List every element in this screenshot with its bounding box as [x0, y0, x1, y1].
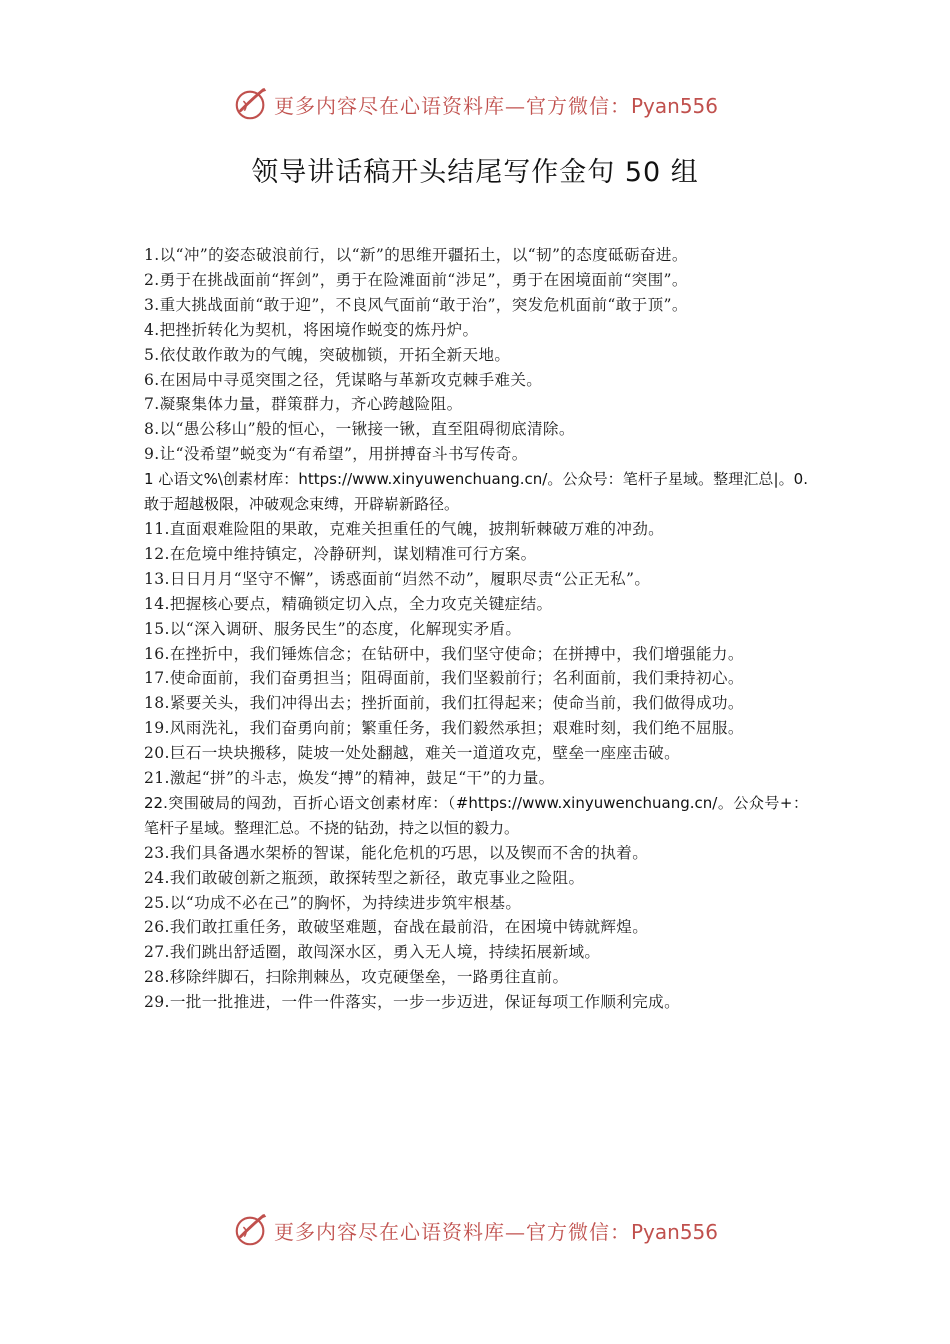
- list-item: 12.在危境中维持镇定，冷静研判，谋划精准可行方案。: [144, 544, 537, 563]
- list-item: 19.风雨洗礼，我们奋勇向前；繁重任务，我们毅然承担；艰难时刻，我们绝不屈服。: [144, 719, 744, 738]
- list-item: 24.我们敢破创新之瓶颈，敢探转型之新径，敢克事业之险阻。: [144, 868, 585, 887]
- list-item: 3.重大挑战面前“敢于迎”，不良风气面前“敢于治”，突发危机面前“敢于顶”。: [144, 295, 688, 314]
- list-item: 21.激起“拼”的斗志，焕发“搏”的精神，鼓足“干”的力量。: [144, 769, 555, 788]
- list-item: 7.凝聚集体力量，群策群力，齐心跨越险阻。: [144, 395, 463, 414]
- header-wechat-id: Pyan556: [630, 93, 718, 118]
- list-item: 25.以“功成不必在己”的胸怀，为持续进步筑牢根基。: [144, 893, 522, 912]
- list-item: 20.巨石一块块搬移，陡坡一处处翻越，难关一道道攻克，壁垒一座座击破。: [144, 744, 681, 763]
- list-item: 15.以“深入调研、服务民生”的态度，化解现实矛盾。: [144, 619, 522, 638]
- list-item: 17.使命面前，我们奋勇担当；阻碍面前，我们坚毅前行；名利面前，我们秉持初心。: [144, 669, 744, 688]
- list-item: 29.一批一批推进，一件一件落实，一步一步迈进，保证每项工作顺利完成。: [144, 993, 681, 1012]
- list-item: 1.以“冲”的姿态破浪前行，以“新”的思维开疆拓土，以“韧”的态度砥砺奋进。: [144, 246, 688, 264]
- list-item: 16.在挫折中，我们锤炼信念；在钻研中，我们坚守使命；在拼搏中，我们增强能力。: [144, 644, 744, 663]
- list-item-watermark: 1 心语文%\创素材库：https://www.xinyuwenchuang.cn/。公众号：笔杆子星域。整理汇总|。0.敢于超越极限，冲破观念束缚，开辟崭新路径。: [144, 470, 808, 514]
- footer-banner-text: 更多内容尽在心语资料库—官方微信：Pyan556: [273, 1219, 718, 1244]
- list-item: 4.把挫折转化为契机，将困境作蜕变的炼丹炉。: [144, 320, 479, 339]
- list-item: 13.日日月月“坚守不懈”，诱惑面前“岿然不动”，履职尽责“公正无私”。: [144, 569, 651, 588]
- list-item: 14.把握核心要点，精确锁定切入点，全力攻克关键症结。: [144, 594, 553, 613]
- list-item: 2.勇于在挑战面前“挥剑”，勇于在险滩面前“涉足”，勇于在困境面前“突围”。: [144, 270, 688, 289]
- header-banner: [0, 82, 950, 126]
- document-title: 领导讲话稿开头结尾写作金句 50 组: [251, 157, 699, 188]
- header-banner-text: 更多内容尽在心语资料库—官方微信：Pyan556: [273, 93, 718, 118]
- list-item: 27.我们跳出舒适圈，敢闯深水区，勇入无人境，持续拓展新域。: [144, 943, 601, 962]
- footer-wechat-id: Pyan556: [630, 1219, 718, 1244]
- pen-circle-logo-icon: [232, 85, 270, 123]
- list-item-watermark: 22.突围破局的闯劲，百折心语文创素材库：（#https://www.xinyuwenchuang.cn/。公众号+：笔杆子星域。整理汇总。不挠的钻劲，持之以恒的毅力。: [144, 793, 808, 837]
- footer-banner: [0, 1208, 950, 1252]
- list-item: 8.以“愚公移山”般的恒心，一锹接一锹，直至阻碍彻底清除。: [144, 420, 575, 439]
- list-item: 26.我们敢扛重任务，敢破坚难题，奋战在最前沿，在困境中铸就辉煌。: [144, 918, 649, 937]
- pen-circle-logo-icon: [232, 1211, 270, 1249]
- list-item: 28.移除绊脚石，扫除荆棘丛，攻克硬堡垒，一路勇往直前。: [144, 968, 569, 987]
- list-item: 9.让“没希望”蜕变为“有希望”，用拼搏奋斗书写传奇。: [144, 445, 528, 464]
- list-item: 5.依仗敢作敢为的气魄，突破枷锁，开拓全新天地。: [144, 345, 511, 364]
- document-body: [144, 243, 808, 1015]
- list-item: 11.直面艰难险阻的果敢，克难关担重任的气魄，披荆斩棘破万难的冲劲。: [144, 519, 665, 538]
- list-item: 23.我们具备遇水架桥的智谋，能化危机的巧思，以及锲而不舍的执着。: [144, 843, 649, 862]
- list-item: 18.紧要关头，我们冲得出去；挫折面前，我们扛得起来；使命当前，我们做得成功。: [144, 694, 744, 713]
- list-item: 6.在困局中寻觅突围之径，凭谋略与革新攻克棘手难关。: [144, 370, 543, 389]
